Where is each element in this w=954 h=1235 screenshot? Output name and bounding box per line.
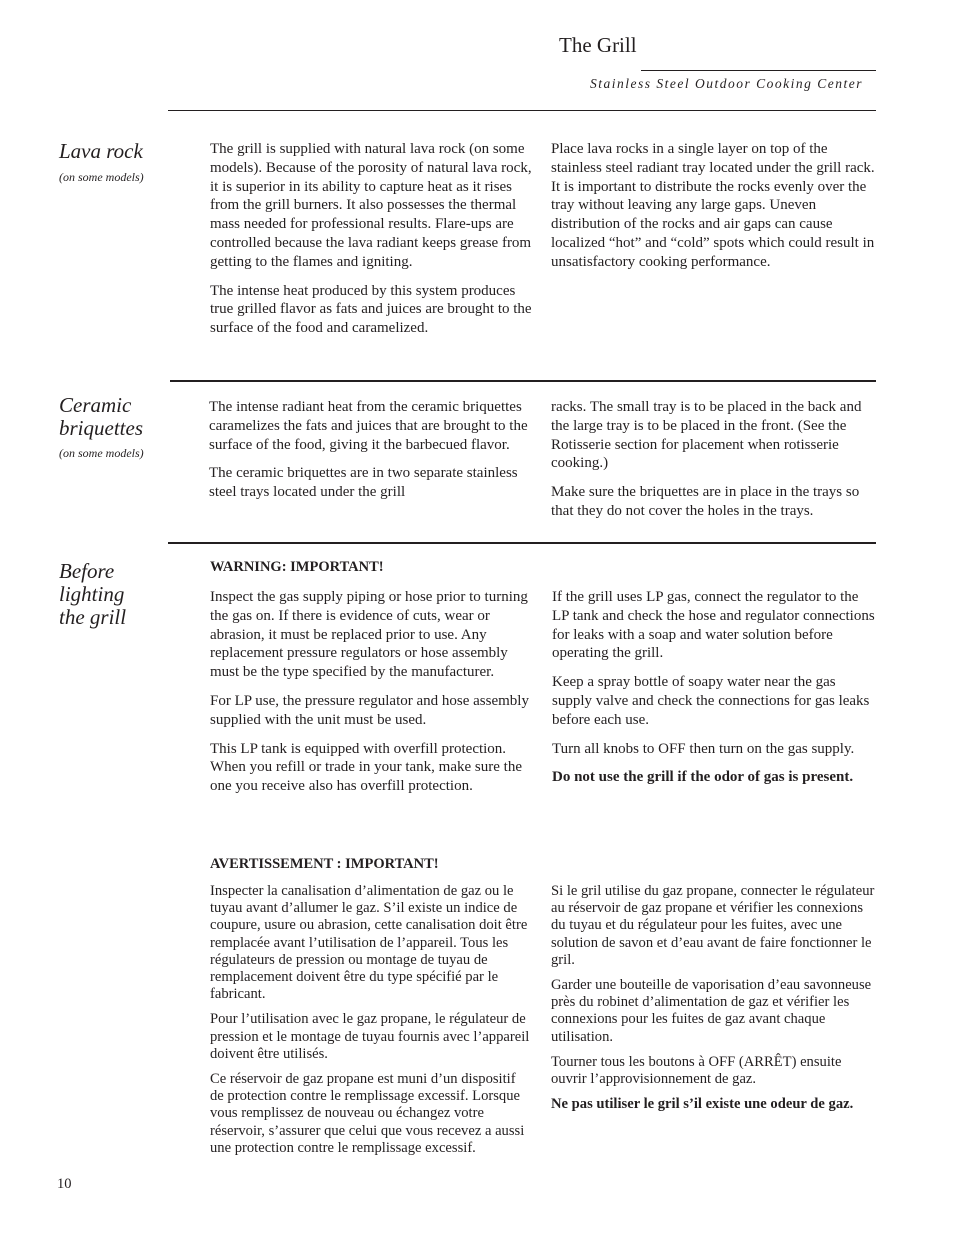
paragraph: If the grill uses LP gas, connect the regulator to the LP tank and check the hose and regulator connections for leaks with a soap and water solution before operating the grill. bbox=[552, 589, 875, 662]
paragraph: The intense heat produced by this system produces true grilled flavor as fats and juices are brought to the surface of the food and caramelized. bbox=[210, 282, 532, 337]
before-right-column-en bbox=[552, 588, 876, 797]
paragraph: Inspecter la canalisation d’alimentation de gaz ou le tuyau avant d’allumer le gaz. S’il existe un indice de coupure, usure ou abrasion, cette canalisation doit être remplacée avant l’utilisation de l’appareil. Tous les régulateurs de pression ou montage de tuyau de remplacement doivent être du type spécifié par le fabricant. bbox=[210, 883, 528, 1003]
paragraph: Tourner tous les boutons à OFF (ARRÊT) ensuite ouvrir l’approvisionnement de gaz. bbox=[551, 1053, 842, 1088]
section-title-before-lighting bbox=[59, 560, 126, 629]
before-right-column-fr bbox=[551, 883, 876, 1121]
paragraph: The ceramic briquettes are in two separate stainless steel trays located under the grill bbox=[209, 465, 518, 501]
paragraph: The grill is supplied with natural lava rock (on some models). Because of the porosity of natural lava rock, it is superior in its ability to capture heat as it rises from the grill burners. It also possesses the thermal mass needed for professional results. Flare-ups are controlled because the lava radiant keeps grease from getting to the flames and igniting. bbox=[210, 141, 532, 270]
lava-rock-right-column bbox=[551, 140, 876, 282]
section-divider bbox=[168, 542, 876, 544]
title-line: lighting bbox=[59, 582, 125, 606]
section-note-ceramic-briquettes: (on some models) bbox=[59, 446, 144, 460]
paragraph: racks. The small tray is to be placed in the back and the large tray is to be placed in the front. (See the Rotisserie section for placement when rotisserie cooking.) bbox=[551, 399, 862, 472]
section-title-ceramic-briquettes bbox=[59, 394, 143, 440]
header-divider bbox=[641, 70, 876, 71]
before-left-column-fr bbox=[210, 883, 532, 1165]
title-line: Before bbox=[59, 559, 115, 583]
paragraph: Make sure the briquettes are in place in the trays so that they do not cover the holes in the trays. bbox=[551, 484, 860, 519]
paragraph: Inspect the gas supply piping or hose prior to turning the gas on. If there is evidence of cuts, wear or abrasion, it must be replaced prior to use. Any replacement pressure regulators or hose assembly must be the type specified by the manufacturer. bbox=[210, 589, 528, 681]
paragraph: Place lava rocks in a single layer on top of the stainless steel radiant tray located under the grill rack. It is important to distribute the rocks evenly over the tray without leaving any large gaps. Uneven distribution of the rocks and air gaps can cause localized “hot” and “cold” spots which could result in unsatisfactory cooking performance. bbox=[551, 141, 875, 270]
paragraph: Keep a spray bottle of soapy water near the gas supply valve and check the connections for gas leaks before each use. bbox=[552, 674, 870, 728]
paragraph: Si le gril utilise du gaz propane, connecter le régulateur au réservoir de gaz propane et vérifier les connexions du tuyau et du régulateur pour les fuites, avec une solution de savon et d’eau avant de faire fonctionner le gril. bbox=[551, 883, 875, 968]
ceramic-left-column bbox=[209, 398, 531, 512]
paragraph: Garder une bouteille de vaporisation d’eau savonneuse près du robinet d’alimentation de gaz et vérifier les connexions pour les fuites de gaz avant chaque utilisation. bbox=[551, 977, 872, 1045]
section-note-lava-rock: (on some models) bbox=[59, 170, 144, 184]
page-title: The Grill bbox=[559, 33, 637, 57]
gas-odor-warning-fr: Ne pas utiliser le gril s’il existe une odeur de gaz. bbox=[551, 1096, 854, 1113]
before-left-column-en bbox=[210, 588, 532, 806]
page-number: 10 bbox=[57, 1176, 72, 1192]
warning-heading-en: WARNING: IMPORTANT! bbox=[210, 559, 384, 575]
warning-heading-fr: AVERTISSEMENT : IMPORTANT! bbox=[210, 856, 439, 872]
section-divider bbox=[170, 380, 876, 382]
paragraph: Ce réservoir de gaz propane est muni d’un dispositif de protection contre le remplissage excessif. Lorsque vous remplissez de nouveau ou échangez votre réservoir, s’assurer que celui que vous recevez a aussi une protection contre le remplissage excessif. bbox=[210, 1071, 525, 1156]
section-title-lava-rock: Lava rock bbox=[59, 139, 143, 163]
page-subtitle: Stainless Steel Outdoor Cooking Center bbox=[590, 76, 863, 91]
paragraph: For LP use, the pressure regulator and hose assembly supplied with the unit must be used. bbox=[210, 692, 529, 728]
paragraph: This LP tank is equipped with overfill protection. When you refill or trade in your tank, make sure the one you receive also has overfill protection. bbox=[210, 740, 522, 795]
title-line: the grill bbox=[59, 605, 127, 629]
paragraph: Turn all knobs to OFF then turn on the gas supply. bbox=[552, 740, 855, 757]
lava-rock-left-column bbox=[210, 140, 532, 348]
paragraph: Pour l’utilisation avec le gaz propane, le régulateur de pression et le montage de tuyau fournis avec l’appareil doivent être utilisés. bbox=[210, 1011, 530, 1062]
ceramic-right-column bbox=[551, 398, 876, 531]
title-line: Ceramic bbox=[59, 393, 132, 417]
top-divider bbox=[168, 110, 876, 111]
title-line: briquettes bbox=[59, 416, 143, 440]
gas-odor-warning-en: Do not use the grill if the odor of gas is present. bbox=[552, 769, 854, 786]
paragraph: The intense radiant heat from the ceramic briquettes caramelizes the fats and juices that are brought to the surface of the food, giving it the barbecued flavor. bbox=[209, 399, 528, 453]
